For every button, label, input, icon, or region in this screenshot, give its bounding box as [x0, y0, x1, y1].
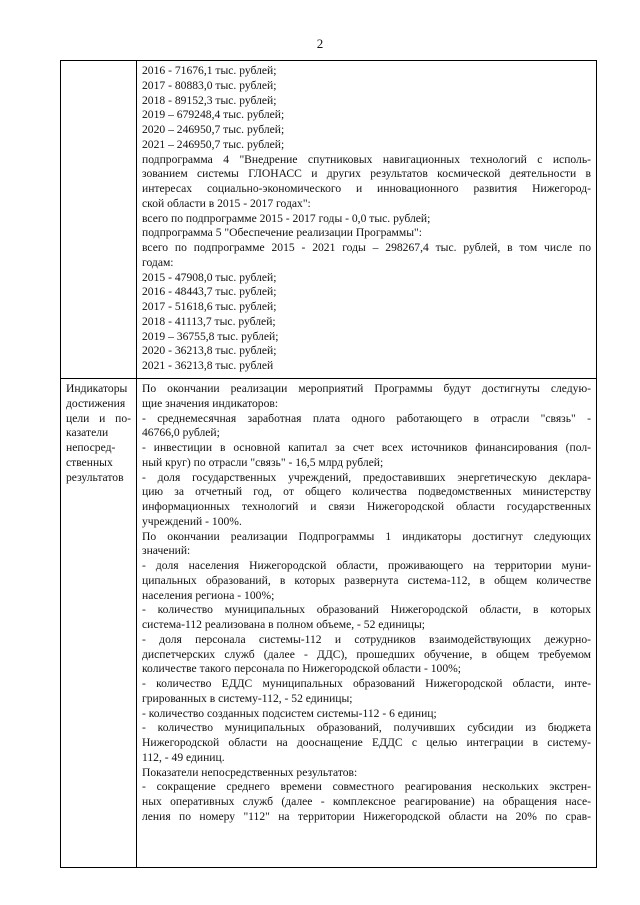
indicators-text	[137, 379, 596, 825]
text-line: 2020 - 36213,8 тыс. рублей;	[142, 344, 277, 358]
label-line: Индикаторы	[66, 382, 128, 395]
label-line: достижения	[66, 396, 126, 410]
text-line: ных оперативных служб (далее - комплексное реагирование) на обращения насе-	[142, 795, 591, 808]
indicators-row	[61, 379, 597, 868]
text-line: всего по подпрограмме 2015 - 2021 годы – 298267,4 тыс. рублей, в том числе по	[142, 241, 591, 254]
label-line: казатели	[66, 426, 109, 440]
text-line: информационных технологий и связи Нижегородской области государственных	[142, 500, 591, 513]
text-line: ской области в 2015 - 2017 годах":	[142, 196, 311, 210]
text-line: всего по подпрограмме 2015 - 2017 годы - 0,0 тыс. рублей;	[142, 211, 431, 225]
text-line: диспетчерских служб (далее - ДДС), прошедших обучение, в общем требуемом	[142, 647, 591, 661]
text-line: 2016 - 71676,1 тыс. рублей;	[142, 64, 277, 77]
text-line: учреждений - 100%.	[142, 514, 242, 528]
text-line: 112, - 49 единиц.	[142, 750, 225, 764]
text-line: 2018 - 89152,3 тыс. рублей;	[142, 93, 277, 107]
text-line: значений:	[142, 544, 191, 558]
funding-text	[137, 61, 596, 374]
text-line: - количество созданных подсистем системы-112 - 6 единиц;	[142, 706, 437, 720]
label-line: цели и по-	[66, 411, 131, 425]
text-line: По окончании реализации Подпрограммы 1 индикаторы достигнут следующих	[142, 529, 591, 543]
indicators-label-cell	[61, 379, 137, 868]
label-line: ственных	[66, 455, 113, 469]
text-line: - среднемесячная заработная плата одного работающего в отрасли "связь" -	[142, 411, 591, 425]
text-line: - доля персонала системы-112 и сотрудников взаимодействующих дежурно-	[142, 632, 591, 646]
text-line: 2016 - 48443,7 тыс. рублей;	[142, 285, 277, 299]
text-line: интересах социально-экономического и инновационного развития Нижегород-	[142, 182, 591, 195]
indicators-label	[61, 379, 136, 485]
text-line: 2020 – 246950,7 тыс. рублей;	[142, 123, 285, 136]
text-line: количестве такого персонала по Нижегородской области - 100%;	[142, 662, 462, 676]
page-number: 2	[316, 36, 324, 51]
text-line: ный круг) по отрасли "связь" - 16,5 млрд рублей;	[142, 455, 384, 469]
funding-row	[61, 61, 597, 379]
text-line: 2021 - 36213,8 тыс. рублей	[142, 359, 274, 372]
text-line: - количество муниципальных образований, получивших субсидии из бюджета	[142, 721, 591, 735]
label-line: результатов	[66, 470, 124, 484]
text-line: - инвестиции в основной капитал за счет всех источников финансирования (пол-	[142, 441, 591, 454]
text-line: 2015 - 47908,0 тыс. рублей;	[142, 270, 277, 284]
text-line: - доля государственных учреждений, предоставивших энергетическую деклара-	[142, 470, 591, 484]
text-line: - сокращение среднего времени совместного реагирования нескольких экстрен-	[142, 780, 591, 794]
indicators-content-cell	[137, 379, 597, 868]
text-line: 2019 – 36755,8 тыс. рублей;	[142, 329, 279, 343]
text-line: населения региона - 100%;	[142, 588, 275, 602]
text-line: щие значения индикаторов:	[142, 396, 279, 410]
passport-table	[60, 60, 597, 868]
text-line: 2018 - 41113,7 тыс. рублей;	[142, 314, 276, 328]
text-line: грированных в систему-112, - 52 единицы;	[142, 691, 353, 705]
text-line: По окончании реализации мероприятий Программы будут достигнуты следую-	[142, 382, 591, 395]
text-line: 2021 – 246950,7 тыс. рублей;	[142, 137, 285, 151]
text-line: подпрограмма 5 "Обеспечение реализации Программы":	[142, 226, 422, 240]
text-line: - количество ЕДДС муниципальных образований Нижегородской области, инте-	[142, 677, 591, 690]
text-line: - количество муниципальных образований Нижегородской области, в которых	[142, 603, 591, 617]
text-line: ления по номеру "112" на территории Нижегородской области на 20% по срав-	[142, 809, 591, 823]
text-line: зованием системы ГЛОНАСС и других результатов космической деятельности в	[142, 167, 591, 181]
funding-label-cell	[61, 61, 137, 379]
text-line: 2017 - 51618,6 тыс. рублей;	[142, 300, 277, 313]
text-line: - доля населения Нижегородской области, проживающего на территории муни-	[142, 559, 591, 572]
text-line: годам:	[142, 255, 174, 269]
text-line: 2019 – 679248,4 тыс. рублей;	[142, 108, 285, 122]
text-line: Нижегородской области на дооснащение ЕДДС с целью интеграции в систему-	[142, 736, 591, 749]
text-line: 46766,0 рублей;	[142, 426, 220, 440]
label-line: непосред-	[66, 441, 116, 454]
text-line: система-112 реализована в полном объеме, - 52 единицы;	[142, 618, 425, 631]
text-line: Показатели непосредственных результатов:	[142, 765, 358, 779]
text-line: подпрограмма 4 "Внедрение спутниковых навигационных технологий с исполь-	[142, 152, 591, 166]
funding-content-cell	[137, 61, 597, 379]
text-line: 2017 - 80883,0 тыс. рублей;	[142, 78, 277, 92]
text-line: ципальных образований, в которых развернута система-112, в общем количестве	[142, 573, 591, 587]
text-line: цию за отчетный год, от общего количества подведомственных министерству	[142, 485, 591, 499]
